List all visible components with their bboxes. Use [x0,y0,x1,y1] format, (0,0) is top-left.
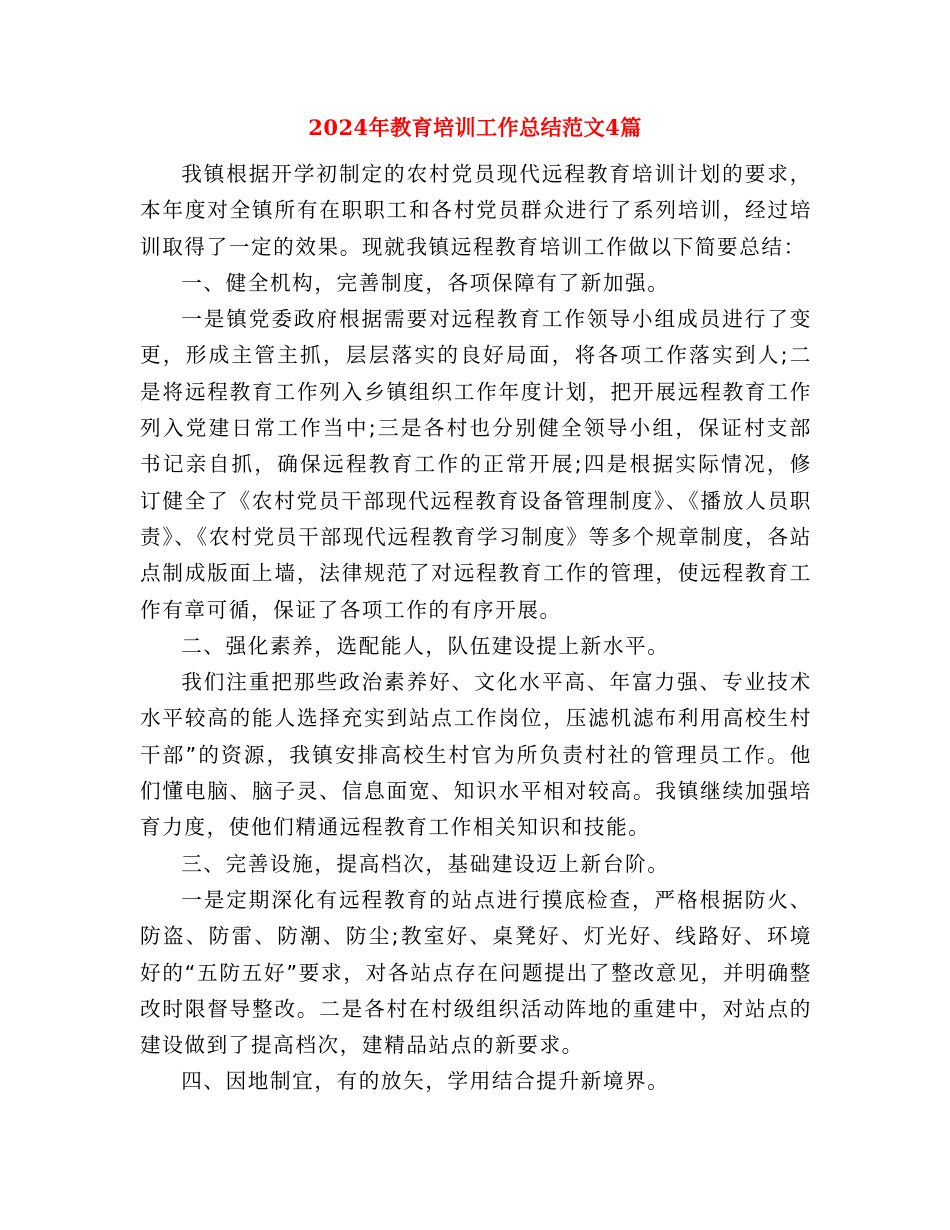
section-body-1: 一是镇党委政府根据需要对远程教育工作领导小组成员进行了变更，形成主管主抓，层层落实的良好局面，将各项工作落实到人;二是将远程教育工作列入乡镇组织工作年度计划，把开展远程教育工作列入党建日常工作当中;三是各村也分别健全领导小组，保证村支部书记亲自抓，确保远程教育工作的正常开展;四是根据实际情况，修订健全了《农村党员干部现代远程教育设备管理制度》、《播放人员职责》、《农村党员干部现代远程教育学习制度》等多个规章制度，各站点制成版面上墙，法律规范了对远程教育工作的管理，使远程教育工作有章可循，保证了各项工作的有序开展。 [140,307,812,622]
section-heading-4: 四、因地制宜，有的放矢，学用结合提升新境界。 [181,1069,670,1094]
section-heading-2: 二、强化素养，选配能人，队伍建设提上新水平。 [181,633,670,658]
section-body-3: 一是定期深化有远程教育的站点进行摸底检查，严格根据防火、防盗、防雷、防潮、防尘;教室好、桌凳好、灯光好、线路好、环境好的“五防五好”要求，对各站点存在问题提出了整改意见，并明确整改时限督导整改。二是各村在村级组织活动阵地的重建中，对站点的建设做到了提高档次，建精品站点的新要求。 [140,887,812,1058]
section-heading-3: 三、完善设施，提高档次，基础建设迈上新台阶。 [181,851,670,876]
document-body [140,156,812,1100]
document-title: 2024年教育培训工作总结范文4篇 [308,115,642,140]
intro-paragraph: 我镇根据开学初制定的农村党员现代远程教育培训计划的要求，本年度对全镇所有在职职工和各村党员群众进行了系列培训，经过培训取得了一定的效果。现就我镇远程教育培训工作做以下简要总结： [140,162,812,259]
section-body-2: 我们注重把那些政治素养好、文化水平高、年富力强、专业技术水平较高的能人选择充实到站点工作岗位，压滤机滤布利用高校生村干部”的资源，我镇安排高校生村官为所负责村社的管理员工作。他们懂电脑、脑子灵、信息面宽、知识水平相对较高。我镇继续加强培育力度，使他们精通远程教育工作相关知识和技能。 [140,670,812,840]
section-heading-1: 一、健全机构，完善制度，各项保障有了新加强。 [181,270,670,295]
